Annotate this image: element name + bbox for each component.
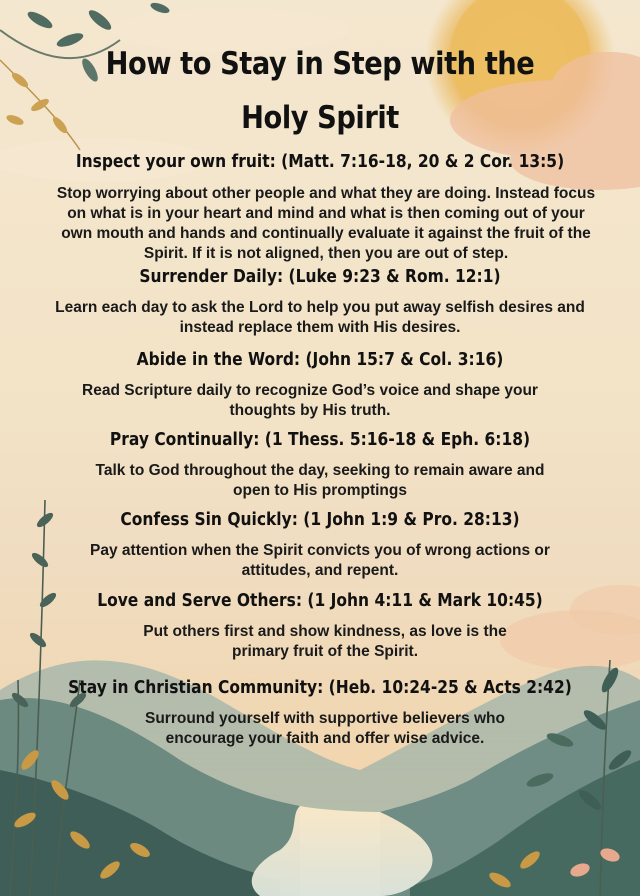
section-heading-surrender: Surrender Daily: (Luke 9:23 & Rom. 12:1) [139,266,501,287]
section-body-pray: Talk to God throughout the day, seeking to remain aware and open to His promptings [95,462,545,499]
section-heading-community: Stay in Christian Community: (Heb. 10:24-25 & Acts 2:42) [68,677,572,698]
section-heading-pray: Pray Continually: (1 Thess. 5:16-18 & Eph. 6:18) [109,429,531,450]
section-body-surrender: Learn each day to ask the Lord to help you put away selfish desires and instead replace them with His desires. [55,299,585,336]
section-heading-love-serve: Love and Serve Others: (1 John 4:11 & Mark 10:45) [97,590,543,611]
page-title-line2: Holy Spirit [241,100,399,136]
section-body-love-serve: Put others first and show kindness, as love is the primary fruit of the Spirit. [143,623,507,660]
section-body-community: Surround yourself with supportive believers who encourage your faith and offer wise advice. [144,710,505,747]
page-title: How to Stay in Step with the [105,46,535,82]
section-body-confess: Pay attention when the Spirit convicts you of wrong actions or attitudes, and repent. [90,542,550,579]
section-heading-confess: Confess Sin Quickly: (1 John 1:9 & Pro. 28:13) [120,509,520,530]
section-body-inspect-fruit: Stop worrying about other people and what they are doing. Instead focus on what is in your heart and mind and what is then coming out of your own mouth and hands and continually evaluate it against the fruit of the Spirit. If it is not aligned, then you are out of step. [56,185,596,262]
section-body-abide: Read Scripture daily to recognize God’s voice and shape your thoughts by His truth. [82,382,538,419]
section-heading-inspect-fruit: Inspect your own fruit: (Matt. 7:16-18, 20 & 2 Cor. 13:5) [75,151,565,172]
section-heading-abide: Abide in the Word: (John 15:7 & Col. 3:16) [136,349,504,370]
